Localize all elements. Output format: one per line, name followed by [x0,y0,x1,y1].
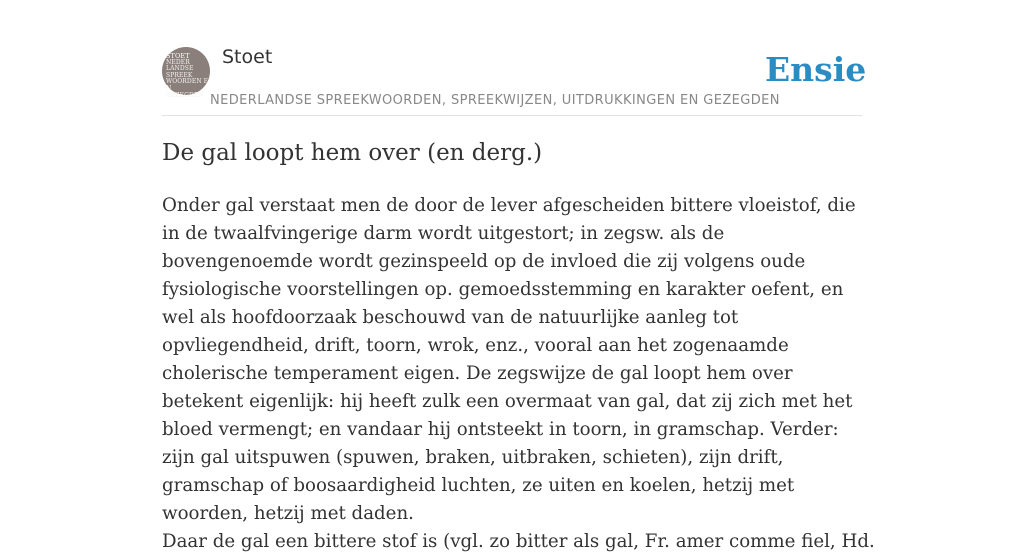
entry-paragraph: Onder gal verstaat men de door de lever afgescheiden bittere vloeistof, die in de twaalfvingerige darm wordt uitgestort; in zegsw. als de bovengenoemde wordt gezinspeeld op de invloed die zij volgens oude fysiologische voorstellingen op. gemoedsstemming en karakter oefent, en wel als hoofdoorzaak beschouwd van de natuurlijke aanleg tot opvliegendheid, drift, toorn, wrok, enz., vooral aan het zogenaamde cholerische temperament eigen. De zegswijze de gal loopt hem over betekent eigenlijk: hij heeft zulk een overmaat van gal, dat zij zich met het bloed vermengt; en vandaar hij ontsteekt in toorn, in gramschap. Verder: zijn gal uitspuwen (spuwen, braken, uitbraken, schieten), zijn drift, gramschap of boosaardigheid luchten, ze uiten en koelen, hetzij met woorden, hetzij met daden. [162,195,856,524]
entry-paragraph-continuation: Daar de gal een bittere stof is (vgl. zo bitter als gal, Fr. amer comme fiel, Hd. [162,531,875,552]
author-avatar[interactable] [162,47,210,99]
author-link[interactable]: Stoet [222,46,273,68]
ensie-logo[interactable]: Ensie [765,50,867,89]
collection-link[interactable]: NEDERLANDSE SPREEKWOORDEN, SPREEKWIJZEN, UITDRUKKINGEN EN GEZEGDEN [210,93,780,108]
entry-body [162,192,875,556]
header-divider [162,115,862,116]
avatar-book-cover-text: STOET NEDER LANDSE SPREEK WOORDEN EN GEZEGDEN [166,52,209,99]
entry-title: De gal loopt hem over (en derg.) [162,140,543,166]
